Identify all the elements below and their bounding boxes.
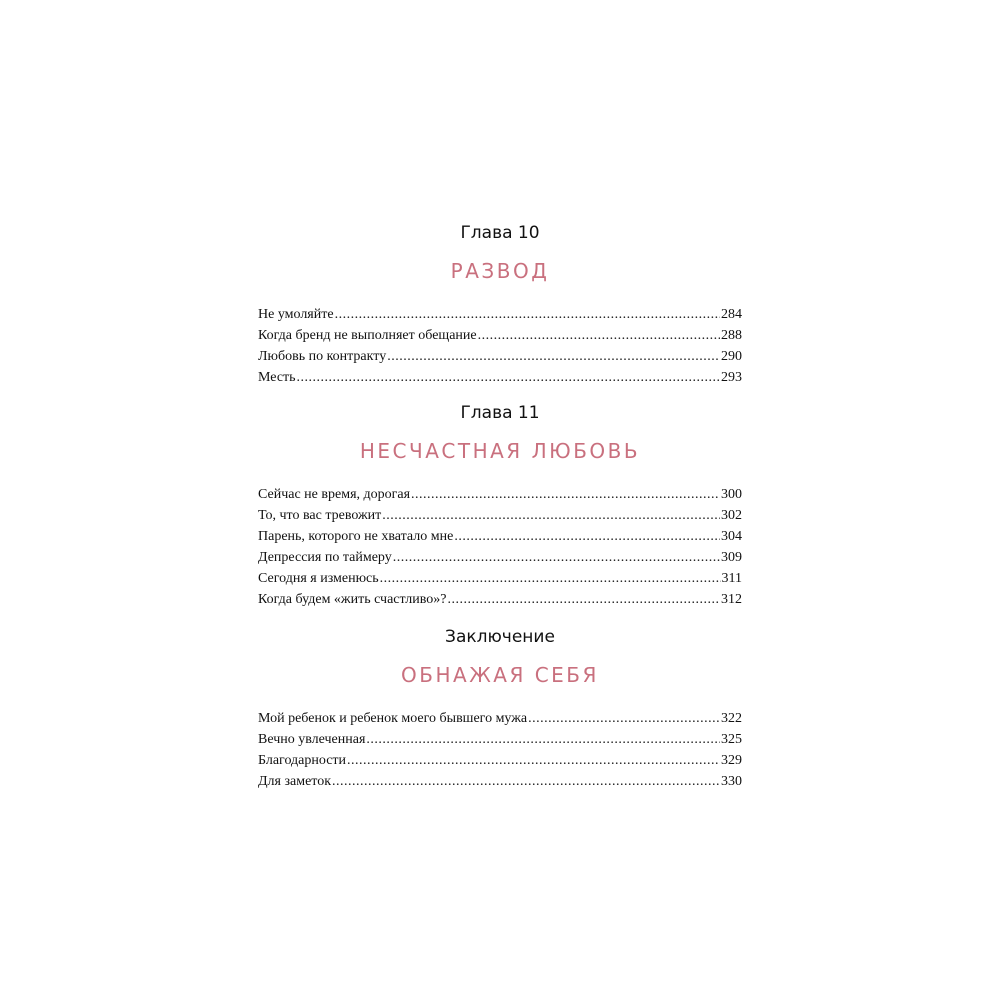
chapter-title: ОБНАЖАЯ СЕБЯ bbox=[401, 663, 599, 687]
toc-entry-page: 312 bbox=[721, 592, 742, 607]
chapter-label: Глава 11 bbox=[460, 403, 540, 423]
toc-leader-dots bbox=[387, 346, 720, 367]
toc-entry-title: Для заметок bbox=[258, 774, 332, 789]
toc-entry-page: 288 bbox=[721, 328, 742, 343]
toc-leader-dots bbox=[411, 484, 720, 505]
toc-entry-title: Когда бренд не выполняет обещание bbox=[258, 328, 477, 343]
toc-entry bbox=[258, 708, 742, 729]
toc-entry-title: То, что вас тревожит bbox=[258, 508, 382, 523]
toc-entry bbox=[258, 367, 742, 388]
toc-entries bbox=[258, 304, 742, 388]
toc-leader-dots bbox=[447, 589, 720, 610]
toc-entry-title: Когда будем «жить счастливо»? bbox=[258, 592, 447, 607]
toc-entry-page: 325 bbox=[721, 732, 742, 747]
toc-entry bbox=[258, 304, 742, 325]
toc-entry-title: Не умоляйте bbox=[258, 307, 334, 322]
toc-entry-title: Мой ребенок и ребенок моего бывшего мужа bbox=[258, 711, 528, 726]
toc-entry bbox=[258, 505, 742, 526]
toc-entry-title: Сейчас не время, дорогая bbox=[258, 487, 411, 502]
toc-section-conclusion bbox=[258, 626, 742, 792]
toc-leader-dots bbox=[335, 304, 720, 325]
toc-leader-dots bbox=[332, 771, 720, 792]
toc-leader-dots bbox=[478, 325, 720, 346]
toc-entry-page: 284 bbox=[721, 307, 742, 322]
toc-entry-page: 329 bbox=[721, 753, 742, 768]
toc-leader-dots bbox=[454, 526, 720, 547]
toc-entry-page: 304 bbox=[721, 529, 742, 544]
chapter-title: РАЗВОД bbox=[450, 259, 550, 283]
toc-section-chapter-11 bbox=[258, 402, 742, 610]
toc-section-chapter-10 bbox=[258, 222, 742, 388]
toc-entry bbox=[258, 325, 742, 346]
toc-entry-page: 302 bbox=[721, 508, 742, 523]
toc-entry-title: Парень, которого не хватало мне bbox=[258, 529, 454, 544]
toc-entry-title: Вечно увлеченная bbox=[258, 732, 366, 747]
toc-entry bbox=[258, 484, 742, 505]
toc-entry bbox=[258, 346, 742, 367]
toc-leader-dots bbox=[366, 729, 720, 750]
toc-entry bbox=[258, 568, 742, 589]
toc-entry bbox=[258, 589, 742, 610]
toc-entry-page: 293 bbox=[721, 370, 742, 385]
toc-entries bbox=[258, 484, 742, 610]
toc-leader-dots bbox=[380, 568, 721, 589]
toc-leader-dots bbox=[347, 750, 720, 771]
toc-entry-page: 330 bbox=[721, 774, 742, 789]
toc-entry bbox=[258, 750, 742, 771]
chapter-title: НЕСЧАСТНАЯ ЛЮБОВЬ bbox=[359, 439, 641, 463]
toc-leader-dots bbox=[528, 708, 720, 729]
toc-entry-title: Благодарности bbox=[258, 753, 347, 768]
toc-entry bbox=[258, 771, 742, 792]
toc-entry bbox=[258, 547, 742, 568]
toc-entry-page: 290 bbox=[721, 349, 742, 364]
toc-entry-page: 300 bbox=[721, 487, 742, 502]
toc-entry-title: Сегодня я изменюсь bbox=[258, 571, 379, 586]
toc-entry bbox=[258, 526, 742, 547]
toc-entry-title: Депрессия по таймеру bbox=[258, 550, 392, 565]
chapter-label: Заключение bbox=[445, 627, 555, 647]
toc-leader-dots bbox=[393, 547, 720, 568]
toc-entry bbox=[258, 729, 742, 750]
toc-entries bbox=[258, 708, 742, 792]
toc-entry-title: Месть bbox=[258, 370, 296, 385]
toc-entry-page: 311 bbox=[721, 571, 742, 586]
toc-entry-page: 322 bbox=[721, 711, 742, 726]
toc-leader-dots bbox=[382, 505, 720, 526]
toc-entry-page: 309 bbox=[721, 550, 742, 565]
toc-entry-title: Любовь по контракту bbox=[258, 349, 387, 364]
chapter-label: Глава 10 bbox=[460, 223, 540, 243]
toc-leader-dots bbox=[297, 367, 720, 388]
